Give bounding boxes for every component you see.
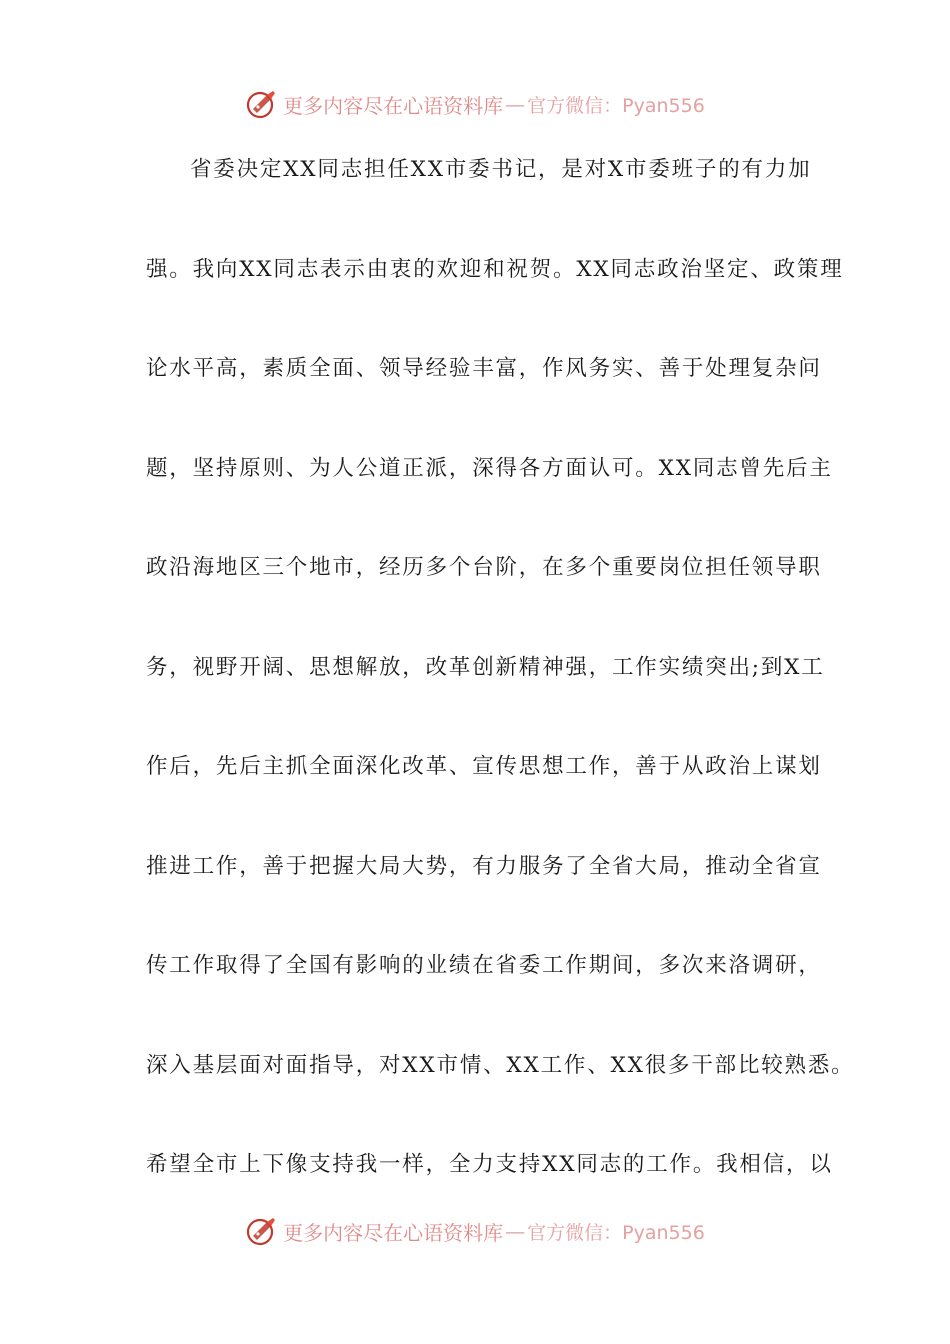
watermark-main-text: 更多内容尽在心语资料库 <box>283 1220 504 1245</box>
watermark-wechat-text: 官方微信：Pyan556 <box>527 94 705 117</box>
watermark-dash: — <box>505 1219 526 1243</box>
pen-nib-circle-icon <box>245 1214 279 1248</box>
watermark-main-text: 更多内容尽在心语资料库 <box>283 93 504 118</box>
text-line: 希望全市上下像支持我一样，全力支持XX同志的工作。我相信，以 <box>146 1152 833 1177</box>
text-line: 题，坚持原则、为人公道正派，深得各方面认可。XX同志曾先后主 <box>146 455 833 481</box>
pen-nib-circle-icon <box>245 87 279 121</box>
text-line: 作后，先后主抓全面深化改革、宣传思想工作，善于从政治上谋划 <box>146 754 822 779</box>
text-line: 深入基层面对面指导，对XX市情、XX工作、XX很多干部比较熟悉。 <box>146 1052 855 1078</box>
text-line: 传工作取得了全国有影响的业绩在省委工作期间，多次来洛调研， <box>146 953 822 978</box>
text-line: 强。我向XX同志表示由衷的欢迎和祝贺。XX同志政治坚定、政策理 <box>146 256 844 282</box>
text-line: 政沿海地区三个地市，经历多个台阶，在多个重要岗位担任领导职 <box>146 555 822 580</box>
text-line: 省委决定XX同志担任XX市委书记，是对X市委班子的有力加 <box>190 157 812 182</box>
text-line: 务，视野开阔、思想解放，改革创新精神强，工作实绩突出;到X工 <box>146 654 825 680</box>
header-watermark <box>0 84 950 124</box>
watermark-dash: — <box>505 92 526 116</box>
footer-watermark <box>0 1211 950 1251</box>
watermark-wechat-text: 官方微信：Pyan556 <box>527 1221 705 1244</box>
text-line: 论水平高，素质全面、领导经验丰富，作风务实、善于处理复杂问 <box>146 356 822 381</box>
text-line: 推进工作，善于把握大局大势，有力服务了全省大局，推动全省宣 <box>146 853 822 879</box>
document-body <box>146 150 855 1245</box>
